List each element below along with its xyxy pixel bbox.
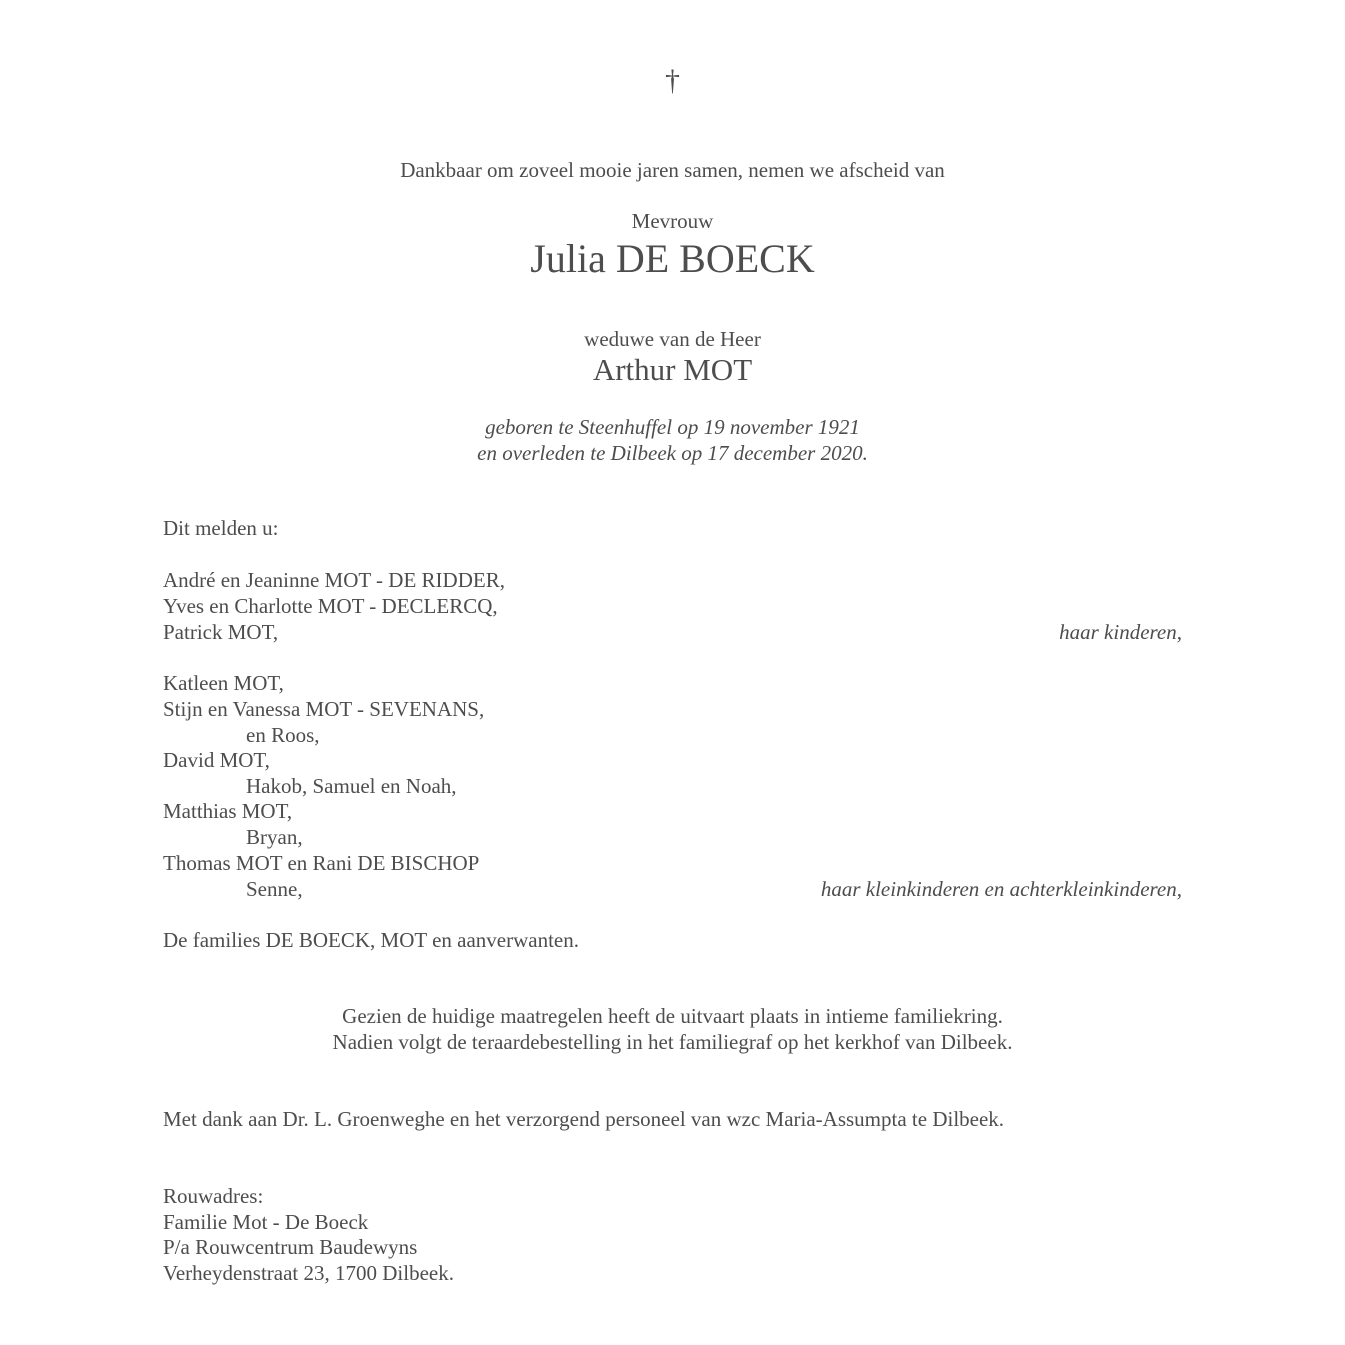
address-line: Familie Mot - De Boeck — [163, 1210, 369, 1234]
grandchild-entry: Matthias MOT, — [163, 799, 293, 823]
child-entry: Patrick MOT, — [163, 620, 279, 644]
great-grandchild-entry: Hakob, Samuel en Noah, — [246, 774, 457, 798]
families-line: De families DE BOECK, MOT en aanverwanten. — [163, 928, 580, 952]
death-line: en overleden te Dilbeek op 17 december 2020. — [477, 441, 868, 465]
grandchild-entry: David MOT, — [163, 748, 270, 772]
great-grandchild-entry: en Roos, — [246, 723, 320, 747]
funeral-notice-line-2: Nadien volgt de teraardebestelling in het familiegraf op het kerkhof van Dilbeek. — [332, 1030, 1013, 1054]
funeral-notice-line-1: Gezien de huidige maatregelen heeft de uitvaart plaats in intieme familiekring. — [342, 1004, 1003, 1028]
thanks-line: Met dank aan Dr. L. Groenweghe en het verzorgend personeel van wzc Maria-Assumpta te Dilbeek. — [163, 1107, 1005, 1131]
grandchild-entry: Stijn en Vanessa MOT - SEVENANS, — [163, 697, 485, 721]
grandchildren-role: haar kleinkinderen en achterkleinkinderen, — [820, 877, 1182, 901]
cross-icon: † — [665, 64, 680, 97]
deceased-name: Julia DE BOECK — [530, 236, 815, 281]
deceased-title: Mevrouw — [631, 209, 714, 233]
address-line: Verheydenstraat 23, 1700 Dilbeek. — [163, 1261, 454, 1285]
intro-text: Dankbaar om zoveel mooie jaren samen, nemen we afscheid van — [400, 158, 945, 182]
child-entry: André en Jeaninne MOT - DE RIDDER, — [163, 568, 505, 592]
grandchild-entry: Thomas MOT en Rani DE BISCHOP — [163, 851, 480, 875]
birth-line: geboren te Steenhuffel op 19 november 1921 — [485, 415, 860, 439]
address-label: Rouwadres: — [163, 1184, 264, 1208]
grandchild-entry: Katleen MOT, — [163, 671, 284, 695]
address-line: P/a Rouwcentrum Baudewyns — [163, 1235, 418, 1259]
great-grandchild-entry: Bryan, — [246, 825, 303, 849]
child-entry: Yves en Charlotte MOT - DECLERCQ, — [163, 594, 498, 618]
widow-label: weduwe van de Heer — [584, 327, 761, 351]
great-grandchild-entry: Senne, — [246, 877, 303, 901]
announcement-intro: Dit melden u: — [163, 516, 279, 540]
children-role: haar kinderen, — [1059, 620, 1182, 644]
spouse-name: Arthur MOT — [592, 352, 753, 387]
